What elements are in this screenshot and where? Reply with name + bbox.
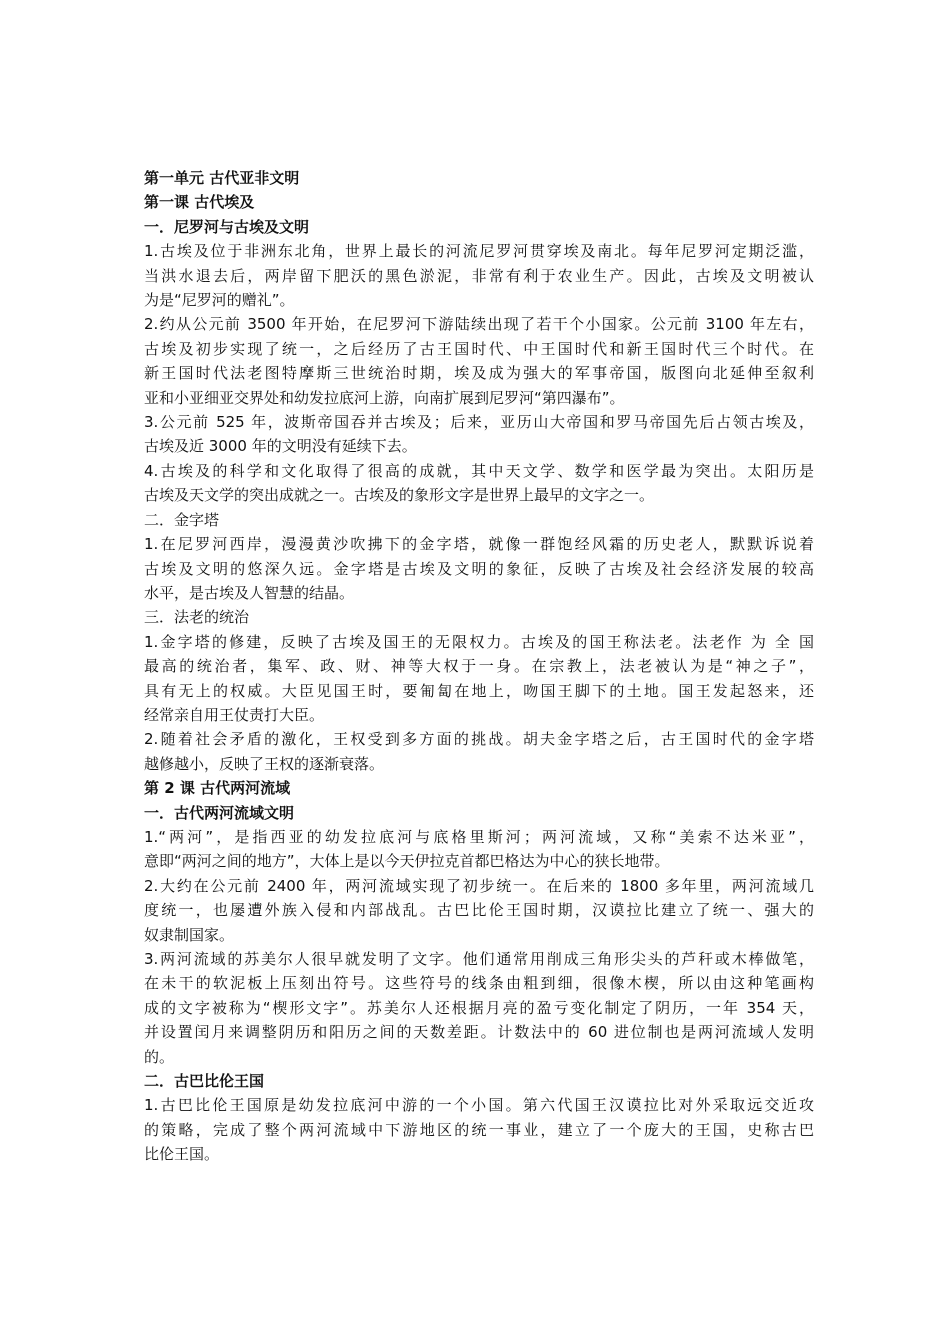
text-line: 1.“两河”，是指西亚的幼发拉底河与底格里斯河；两河流域，又称“美索不达米亚”， (144, 827, 814, 846)
text-line: 1.古巴比伦王国原是幼发拉底河中游的一个小国。第六代国王汉谟拉比对外采取远交近攻 (144, 1096, 814, 1115)
text-line: 2.随着社会矛盾的激化，王权受到多方面的挑战。胡夫金字塔之后，古王国时代的金字塔 (144, 730, 814, 749)
text-line: 成的文字被称为“楔形文字”。苏美尔人还根据月亮的盈亏变化制定了阴历，一年 354 天， (144, 998, 814, 1017)
section-heading: 第 2 课 古代两河流域 (144, 779, 291, 798)
text-line: 古埃及初步实现了统一，之后经历了古王国时代、中王国时代和新王国时代三个时代。在 (144, 339, 814, 358)
text-line: 三．法老的统治 (144, 608, 250, 627)
text-line: 4.古埃及的科学和文化取得了很高的成就，其中天文学、数学和医学最为突出。太阳历是 (144, 461, 814, 480)
text-line: 的策略，完成了整个两河流域中下游地区的统一事业，建立了一个庞大的王国，史称古巴 (144, 1120, 814, 1139)
text-line: 3.公元前 525 年，波斯帝国吞并古埃及；后来，亚历山大帝国和罗马帝国先后占领古埃及， (144, 413, 814, 432)
text-line: 奴隶制国家。 (144, 925, 235, 944)
text-line: 1.在尼罗河西岸，漫漫黄沙吹拂下的金字塔，就像一群饱经风霜的历史老人，默默诉说着 (144, 535, 814, 554)
text-line: 具有无上的权威。大臣见国王时，要匍匐在地上，吻国王脚下的土地。国王发起怒来，还 (144, 681, 814, 700)
text-line: 新王国时代法老图特摩斯三世统治时期，埃及成为强大的军事帝国，版图向北延伸至叙利 (144, 364, 814, 383)
section-heading: 二．古巴比伦王国 (144, 1072, 265, 1091)
text-line: 当洪水退去后，两岸留下肥沃的黑色淤泥，非常有利于农业生产。因此，古埃及文明被认 (144, 266, 814, 285)
text-line: 古埃及文明的悠深久远。金字塔是古埃及文明的象征，反映了古埃及社会经济发展的较高 (144, 559, 814, 578)
section-heading: 一．尼罗河与古埃及文明 (144, 217, 310, 236)
text-line: 1.古埃及位于非洲东北角，世界上最长的河流尼罗河贯穿埃及南北。每年尼罗河定期泛滥， (144, 242, 814, 261)
text-line: 最高的统治者，集军、政、财、神等大权于一身。在宗教上，法老被认为是“神之子”， (144, 657, 814, 676)
text-line: 比伦王国。 (144, 1145, 220, 1164)
section-heading: 一．古代两河流域文明 (144, 803, 295, 822)
text-line: 度统一，也屡遭外族入侵和内部战乱。古巴比伦王国时期，汉谟拉比建立了统一、强大的 (144, 901, 814, 920)
text-line: 在未干的软泥板上压刻出符号。这些符号的线条由粗到细，很像木楔，所以由这种笔画构 (144, 974, 814, 993)
text-line: 3.两河流域的苏美尔人很早就发明了文字。他们通常用削成三角形尖头的芦秆或木棒做笔， (144, 950, 814, 968)
text-line: 古埃及近 3000 年的文明没有延续下去。 (144, 437, 417, 456)
text-line: 越修越小，反映了王权的逐渐衰落。 (144, 754, 385, 773)
section-heading: 第一单元 古代亚非文明 (144, 169, 300, 187)
text-line: 为是“尼罗河的赠礼”。 (144, 291, 295, 310)
document-body (144, 166, 814, 1167)
text-line: 的。 (144, 1047, 175, 1066)
text-line: 2.大约在公元前 2400 年，两河流域实现了初步统一。在后来的 1800 多年里，两河流域几 (144, 876, 814, 895)
text-line: 水平，是古埃及人智慧的结晶。 (144, 583, 355, 602)
text-line: 1.金字塔的修建，反映了古埃及国王的无限权力。古埃及的国王称法老。法老作 为 全 国 (144, 632, 814, 651)
section-heading: 第一课 古代埃及 (144, 193, 255, 212)
text-line: 经常亲自用王仗责打大臣。 (144, 705, 325, 724)
text-line: 意即“两河之间的地方”，大体上是以今天伊拉克首都巴格达为中心的狭长地带。 (144, 852, 670, 871)
text-line: 亚和小亚细亚交界处和幼发拉底河上游，向南扩展到尼罗河“第四瀑布”。 (144, 388, 625, 407)
text-line: 并设置闰月来调整阴历和阳历之间的天数差距。计数法中的 60 进位制也是两河流域人发明 (144, 1023, 814, 1042)
text-line: 二．金字塔 (144, 510, 220, 529)
text-line: 古埃及天文学的突出成就之一。古埃及的象形文字是世界上最早的文字之一。 (144, 486, 655, 505)
text-line: 2.约从公元前 3500 年开始，在尼罗河下游陆续出现了若干个小国家。公元前 3100 年左右， (144, 315, 814, 334)
